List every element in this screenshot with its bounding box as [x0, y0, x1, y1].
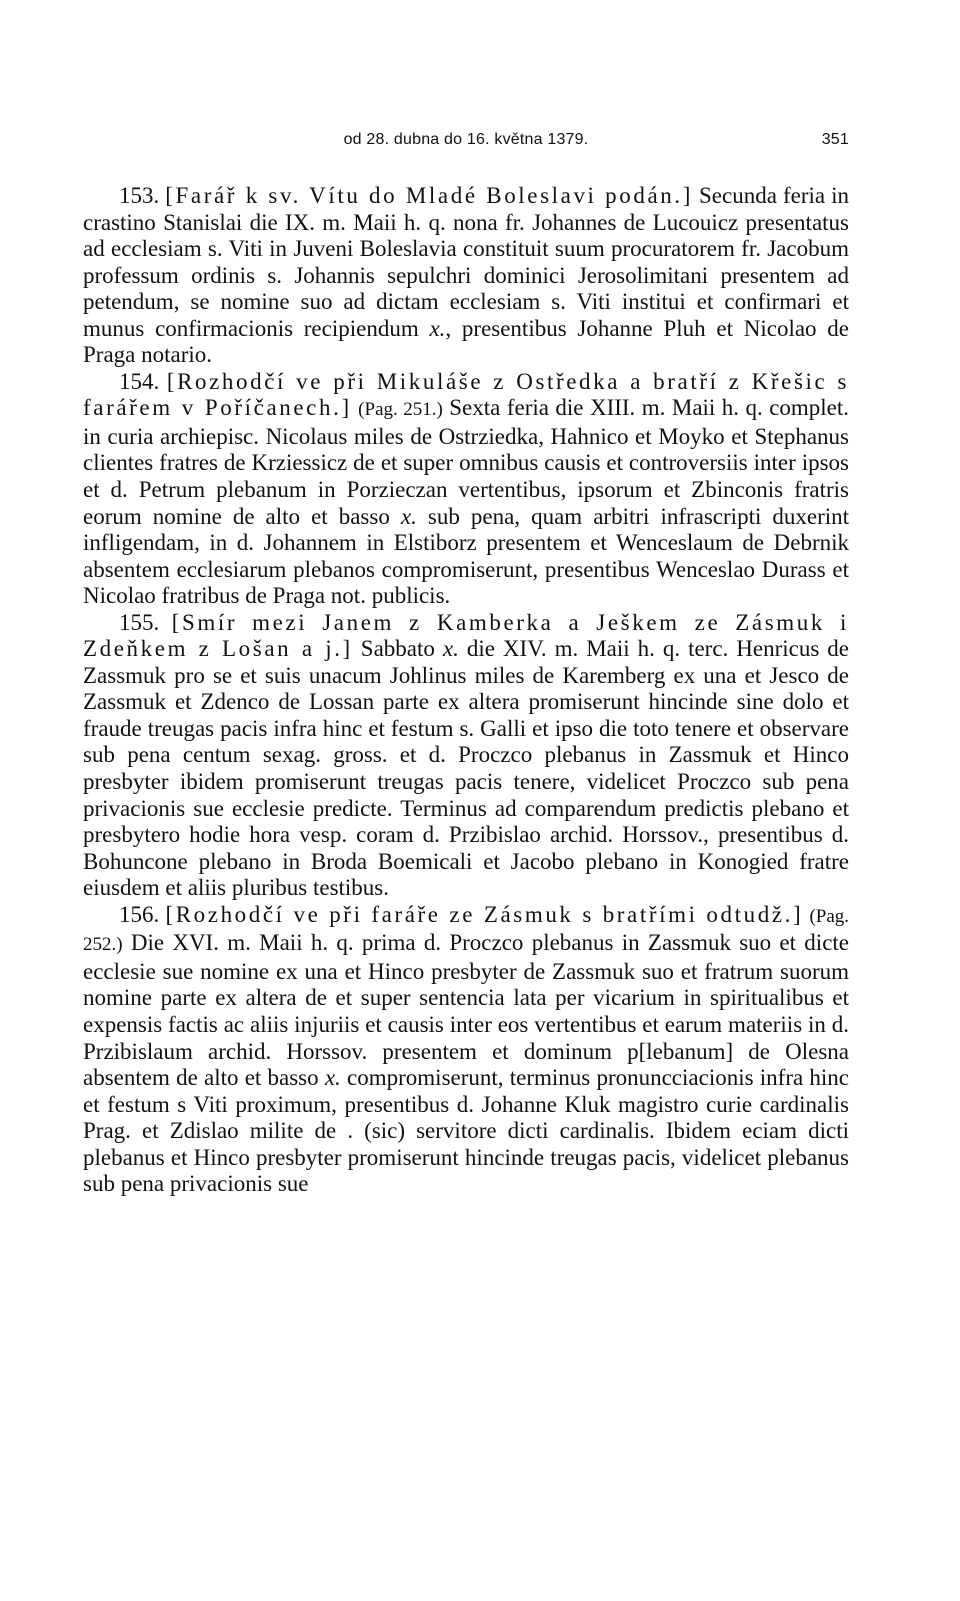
entry-heading: [Farář k sv. Vítu do Mladé Boleslavi podán.]	[165, 183, 693, 208]
book-page	[83, 0, 849, 1601]
etc-abbreviation: x.	[429, 315, 446, 341]
entry-number: 155.	[119, 609, 160, 635]
page-reference: (Pag. 251.)	[358, 399, 443, 421]
entry-number: 154.	[119, 368, 160, 394]
entry-heading: [Rozhodčí ve při faráře ze Zásmuk s bratřími odtudž.]	[165, 901, 804, 927]
etc-abbreviation: x.	[400, 503, 417, 529]
entry-text: Sabbato	[360, 636, 435, 662]
entry-heading: [Rozhodčí ve při Mikuláše z Ostředka a bratří z Křešic s farářem v Poříčanech.]	[83, 368, 850, 421]
entry-text: Secunda feria in crastino Stanislai die IX. m. Maii h. q. nona fr. Johannes de Lucouicz presentatus ad ecclesiam s. Viti in Juveni Boleslavia constituit suum procuratorem fr. Jacobum professum ordinis s. Johannis sepulchri dominici Jerosolimitani presentem ad petendum, se nomine suo ad dictam ecclesiam s. Viti institui et confirmari et munus confirmacionis recipiendum	[83, 183, 849, 341]
page-reference: (Pag. 252.)	[83, 905, 850, 956]
entry-156	[83, 902, 849, 1198]
page-number: 351	[821, 131, 849, 148]
entry-number: 156.	[119, 901, 160, 927]
entry-155	[83, 610, 849, 902]
etc-abbreviation: x.	[442, 636, 459, 662]
entry-153	[83, 183, 849, 369]
entry-text-continued: compromiserunt, terminus pronuncciacionis infra hinc et festum s Viti proximum, presentibus d. Johanne Kluk magistro curie cardinalis Prag. et Zdislao milite de . (sic) servitore dicti cardinalis. Ibidem eciam dicti plebanus et Hinco presbyter promiserunt hincinde treugas pacis, videlicet plebanus sub pena privacionis sue	[83, 1065, 850, 1197]
etc-abbreviation: x.	[324, 1065, 341, 1091]
entry-number: 153.	[119, 183, 160, 208]
entry-text: Sexta feria die XIII. m. Maii h. q. complet. in curia archiepisc. Nicolaus miles de Ostrziedka, Hahnico et Moyko et Stephanus clientes fratres de Krziessicz de et super omnibus causis et controversiis inter ipsos et d. Petrum plebanum in Porzieczan vertentibus, ipsorum et Zbinconis fratris eorum nomine de alto et basso	[83, 395, 850, 529]
running-head	[83, 131, 849, 155]
entry-heading: [Smír mezi Janem z Kamberka a Ješkem ze Zásmuk i Zdeňkem z Lošan a j.]	[83, 609, 850, 662]
running-title: od 28. dubna do 16. května 1379.	[343, 131, 589, 148]
entry-text-end: , presentibus Johanne Pluh et Nicolao de Praga notario.	[83, 315, 849, 368]
entry-text: Die XVI. m. Maii h. q. prima d. Proczco plebanus in Zassmuk suo et dicte ecclesie sue nomine ex una et Hinco presbyter de Zassmuk suo et fratrum suorum nomine parte ex altera de et super sentencia lata per vicarium in spiritualibus et expensis factis ac aliis injuriis et causis inter eos vertentibus et earum materiis in d. Przibislaum archid. Horssov. presentem et dominum p[lebanum] de Olesna absentem de alto et basso	[83, 930, 850, 1091]
entry-154	[83, 369, 849, 610]
body-text	[83, 183, 849, 1198]
entry-text-continued: sub pena, quam arbitri infrascripti duxerint infligendam, in d. Johannem in Elstiborz presentem et Wenceslaum de Debrnik absentem ecclesiarum plebanos compromiserunt, presentibus Wenceslao Durass et Nicolao fratribus de Praga not. publicis.	[83, 503, 850, 609]
entry-text-continued: die XIV. m. Maii h. q. terc. Henricus de Zassmuk pro se et suis unacum Johlinus miles de Karemberg ex una et Jesco de Zassmuk et Zdenco de Lossan parte ex altera promiserunt hincinde sine dolo et fraude treugas pacis infra hinc et festum s. Galli et ipso die toto tenere et observare sub pena centum sexag. gross. et d. Proczco plebanus in Zassmuk et Hinco presbyter ibidem promiserunt treugas pacis tenere, videlicet Proczco sub pena privacionis sue ecclesie predicte. Terminus ad comparendum predictis plebano et presbytero hodie hora vesp. coram d. Przibislao archid. Horssov., presentibus d. Bohuncone plebano in Broda Boemicali et Jacobo plebano in Konogied fratre eiusdem et aliis pluribus testibus.	[83, 636, 849, 901]
